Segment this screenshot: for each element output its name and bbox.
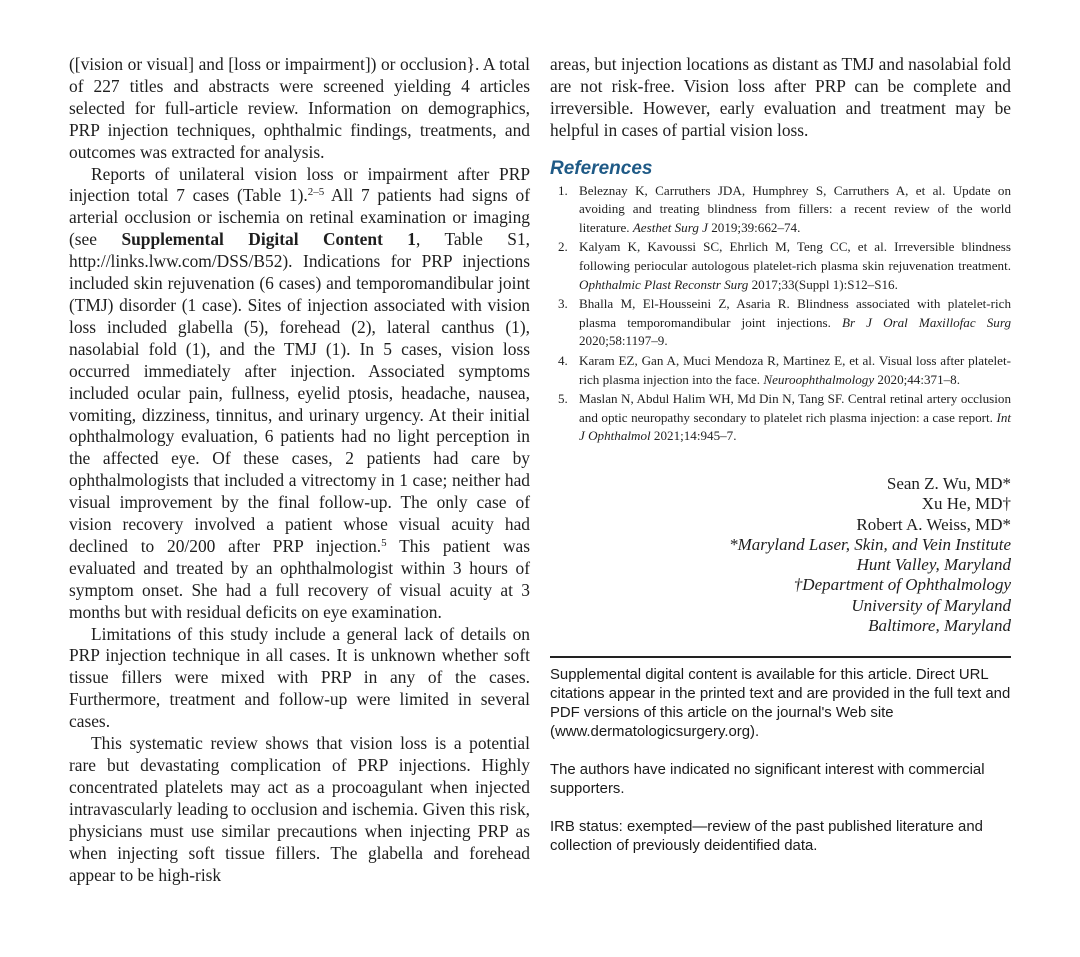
reference-number: 4. <box>558 352 568 368</box>
reference-item <box>550 295 1011 351</box>
conclusion-continuation: areas, but injection locations as distant as TMJ and nasolabial fold are not risk-free. Vision loss after PRP can be complete and irreversible. However, early evaluation and treatment may be helpful in cases of partial vision loss. <box>550 54 1011 140</box>
article-notes <box>550 666 1011 856</box>
reference-journal: Ophthalmic Plast Reconstr Surg <box>579 276 749 292</box>
results-paragraph <box>69 164 530 624</box>
author-affiliation: †Department of Ophthalmology <box>793 575 1011 595</box>
reference-details: 2020;44:371–8. <box>874 371 960 387</box>
search-continuation-paragraph: ([vision or visual] and [loss or impairment]) or occlusion}. A total of 227 titles and abstracts were screened yielding 4 articles selected for full-article review. Information on demographics, PRP injection techniques, ophthalmic findings, treatments, and outcomes was extracted for analysis. <box>69 54 530 162</box>
author-affiliation: Hunt Valley, Maryland <box>856 555 1011 575</box>
reference-authors: Kalyam K, Kavoussi SC, Ehrlich M, Teng CC, et al. Irreversible blindness following periocular autologous platelet-rich plasma skin rejuvenation treatment. <box>579 239 1011 273</box>
author-name: Xu He, MD† <box>921 494 1011 514</box>
reference-details: 2017;33(Suppl 1):S12–S16. <box>748 276 898 292</box>
reference-details: 2020;58:1197–9. <box>579 333 668 349</box>
author-name: Robert A. Weiss, MD* <box>856 514 1011 534</box>
reference-item <box>550 182 1011 238</box>
limitations-paragraph: Limitations of this study include a general lack of details on PRP injection technique in all cases. It is unknown whether soft tissue fillers were mixed with PRP in any of the cases. Furthermore, treatment and follow-up were limited in several cases. <box>69 623 530 732</box>
author-name: Sean Z. Wu, MD* <box>886 473 1011 493</box>
citation-2-5: 2–5 <box>307 186 325 199</box>
supplemental-content-note: Supplemental digital content is available for this article. Direct URL citations appear in the printed text and are provided in the full text and PDF versions of this article on the journal's Web site (www.dermatologicsurgery.org). <box>550 666 1011 740</box>
citation-5: 5 <box>381 536 387 549</box>
reference-number: 3. <box>558 296 568 312</box>
reference-journal: Aesthet Surg J <box>632 219 708 235</box>
results-text-2: All 7 patients had signs of arterial occlusion or ischemia on retinal examination or imaging (see <box>69 185 530 250</box>
reference-authors: Beleznay K, Carruthers JDA, Humphrey S, Carruthers A, et al. Update on avoiding and treating blindness from fillers: a recent review of the world literature. <box>579 182 1011 235</box>
reference-item <box>550 238 1011 294</box>
right-column <box>550 54 1011 875</box>
left-column <box>69 54 530 886</box>
conflict-of-interest-note: The authors have indicated no significant interest with commercial supporters. <box>550 761 985 797</box>
author-affiliation: University of Maryland <box>851 595 1011 615</box>
supplemental-content-label: Supplemental Digital Content 1 <box>121 229 416 250</box>
reference-authors: Karam EZ, Gan A, Muci Mendoza R, Martinez E, et al. Visual loss after platelet-rich plasma injection into the face. <box>579 352 1011 387</box>
reference-details: 2021;14:945–7. <box>650 428 737 444</box>
reference-journal: Int J Ophthalmol <box>579 409 1011 444</box>
irb-status-note: IRB status: exempted—review of the past published literature and collection of previously deidentified data. <box>550 818 983 854</box>
reference-authors: Maslan N, Abdul Halim WH, Md Din N, Tang SF. Central retinal artery occlusion and optic neuropathy secondary to platelet rich plasma injection: a case report. <box>579 391 1011 425</box>
reference-number: 2. <box>558 239 568 255</box>
reference-authors: Bhalla M, El-Housseini Z, Asaria R. Blindness associated with platelet-rich plasma temporomandibular joint injections. <box>579 296 1011 330</box>
notes-divider <box>550 656 1011 658</box>
reference-journal: Br J Oral Maxillofac Surg <box>841 314 1011 330</box>
results-text-4: This patient was evaluated and treated by an ophthalmologist within 3 hours of symptom onset. She had a full recovery of visual acuity at 3 months but with residual deficits on eye examination. <box>69 535 531 622</box>
results-text-3: , Table S1, http://links.lww.com/DSS/B52). Indications for PRP injections included skin rejuvenation (6 cases) and temporomandibular joint (TMJ) disorder (1 case). Sites of injection associated with vision loss included glabella (5), forehead (2), lateral canthus (1), nasolabial fold (1), and the TMJ (1). In 5 cases, vision loss occurred immediately after injection. Associated symptoms included ocular pain, fullness, eyelid ptosis, headache, nausea, vomiting, dizziness, tinnitus, and urinary urgency. At their initial ophthalmology evaluation, 6 patients had no light perception in the affected eye. Of these cases, 2 patients had care by ophthalmologists that included a vitrectomy in 1 case; neither had visual improvement by the final follow-up. The only case of vision recovery involved a patient whose visual acuity had declined to 20/200 after PRP injection. <box>69 229 530 556</box>
reference-item <box>550 352 1011 389</box>
author-affiliation: *Maryland Laser, Skin, and Vein Institute <box>729 534 1011 554</box>
references-heading: References <box>550 157 653 179</box>
reference-journal: Neuroophthalmology <box>763 371 875 387</box>
reference-item <box>550 390 1011 446</box>
author-affiliation: Baltimore, Maryland <box>868 616 1011 636</box>
reference-details: 2019;39:662–74. <box>707 219 801 235</box>
references-list <box>550 182 1011 446</box>
author-signature <box>550 474 1011 636</box>
results-text-1: Reports of unilateral vision loss or impairment after PRP injection total 7 cases (Table 1). <box>69 163 530 206</box>
reference-number: 5. <box>558 391 568 407</box>
conclusion-paragraph: This systematic review shows that vision loss is a potential rare but devastating complication of PRP injections. Highly concentrated platelets may act as a procoagulant when injected intravascularly leading to occlusion and ischemia. Given this risk, physicians must use similar precautions when injecting PRP as when injecting soft tissue fillers. The glabella and forehead appear to be high-risk <box>69 733 530 885</box>
reference-number: 1. <box>558 182 568 198</box>
